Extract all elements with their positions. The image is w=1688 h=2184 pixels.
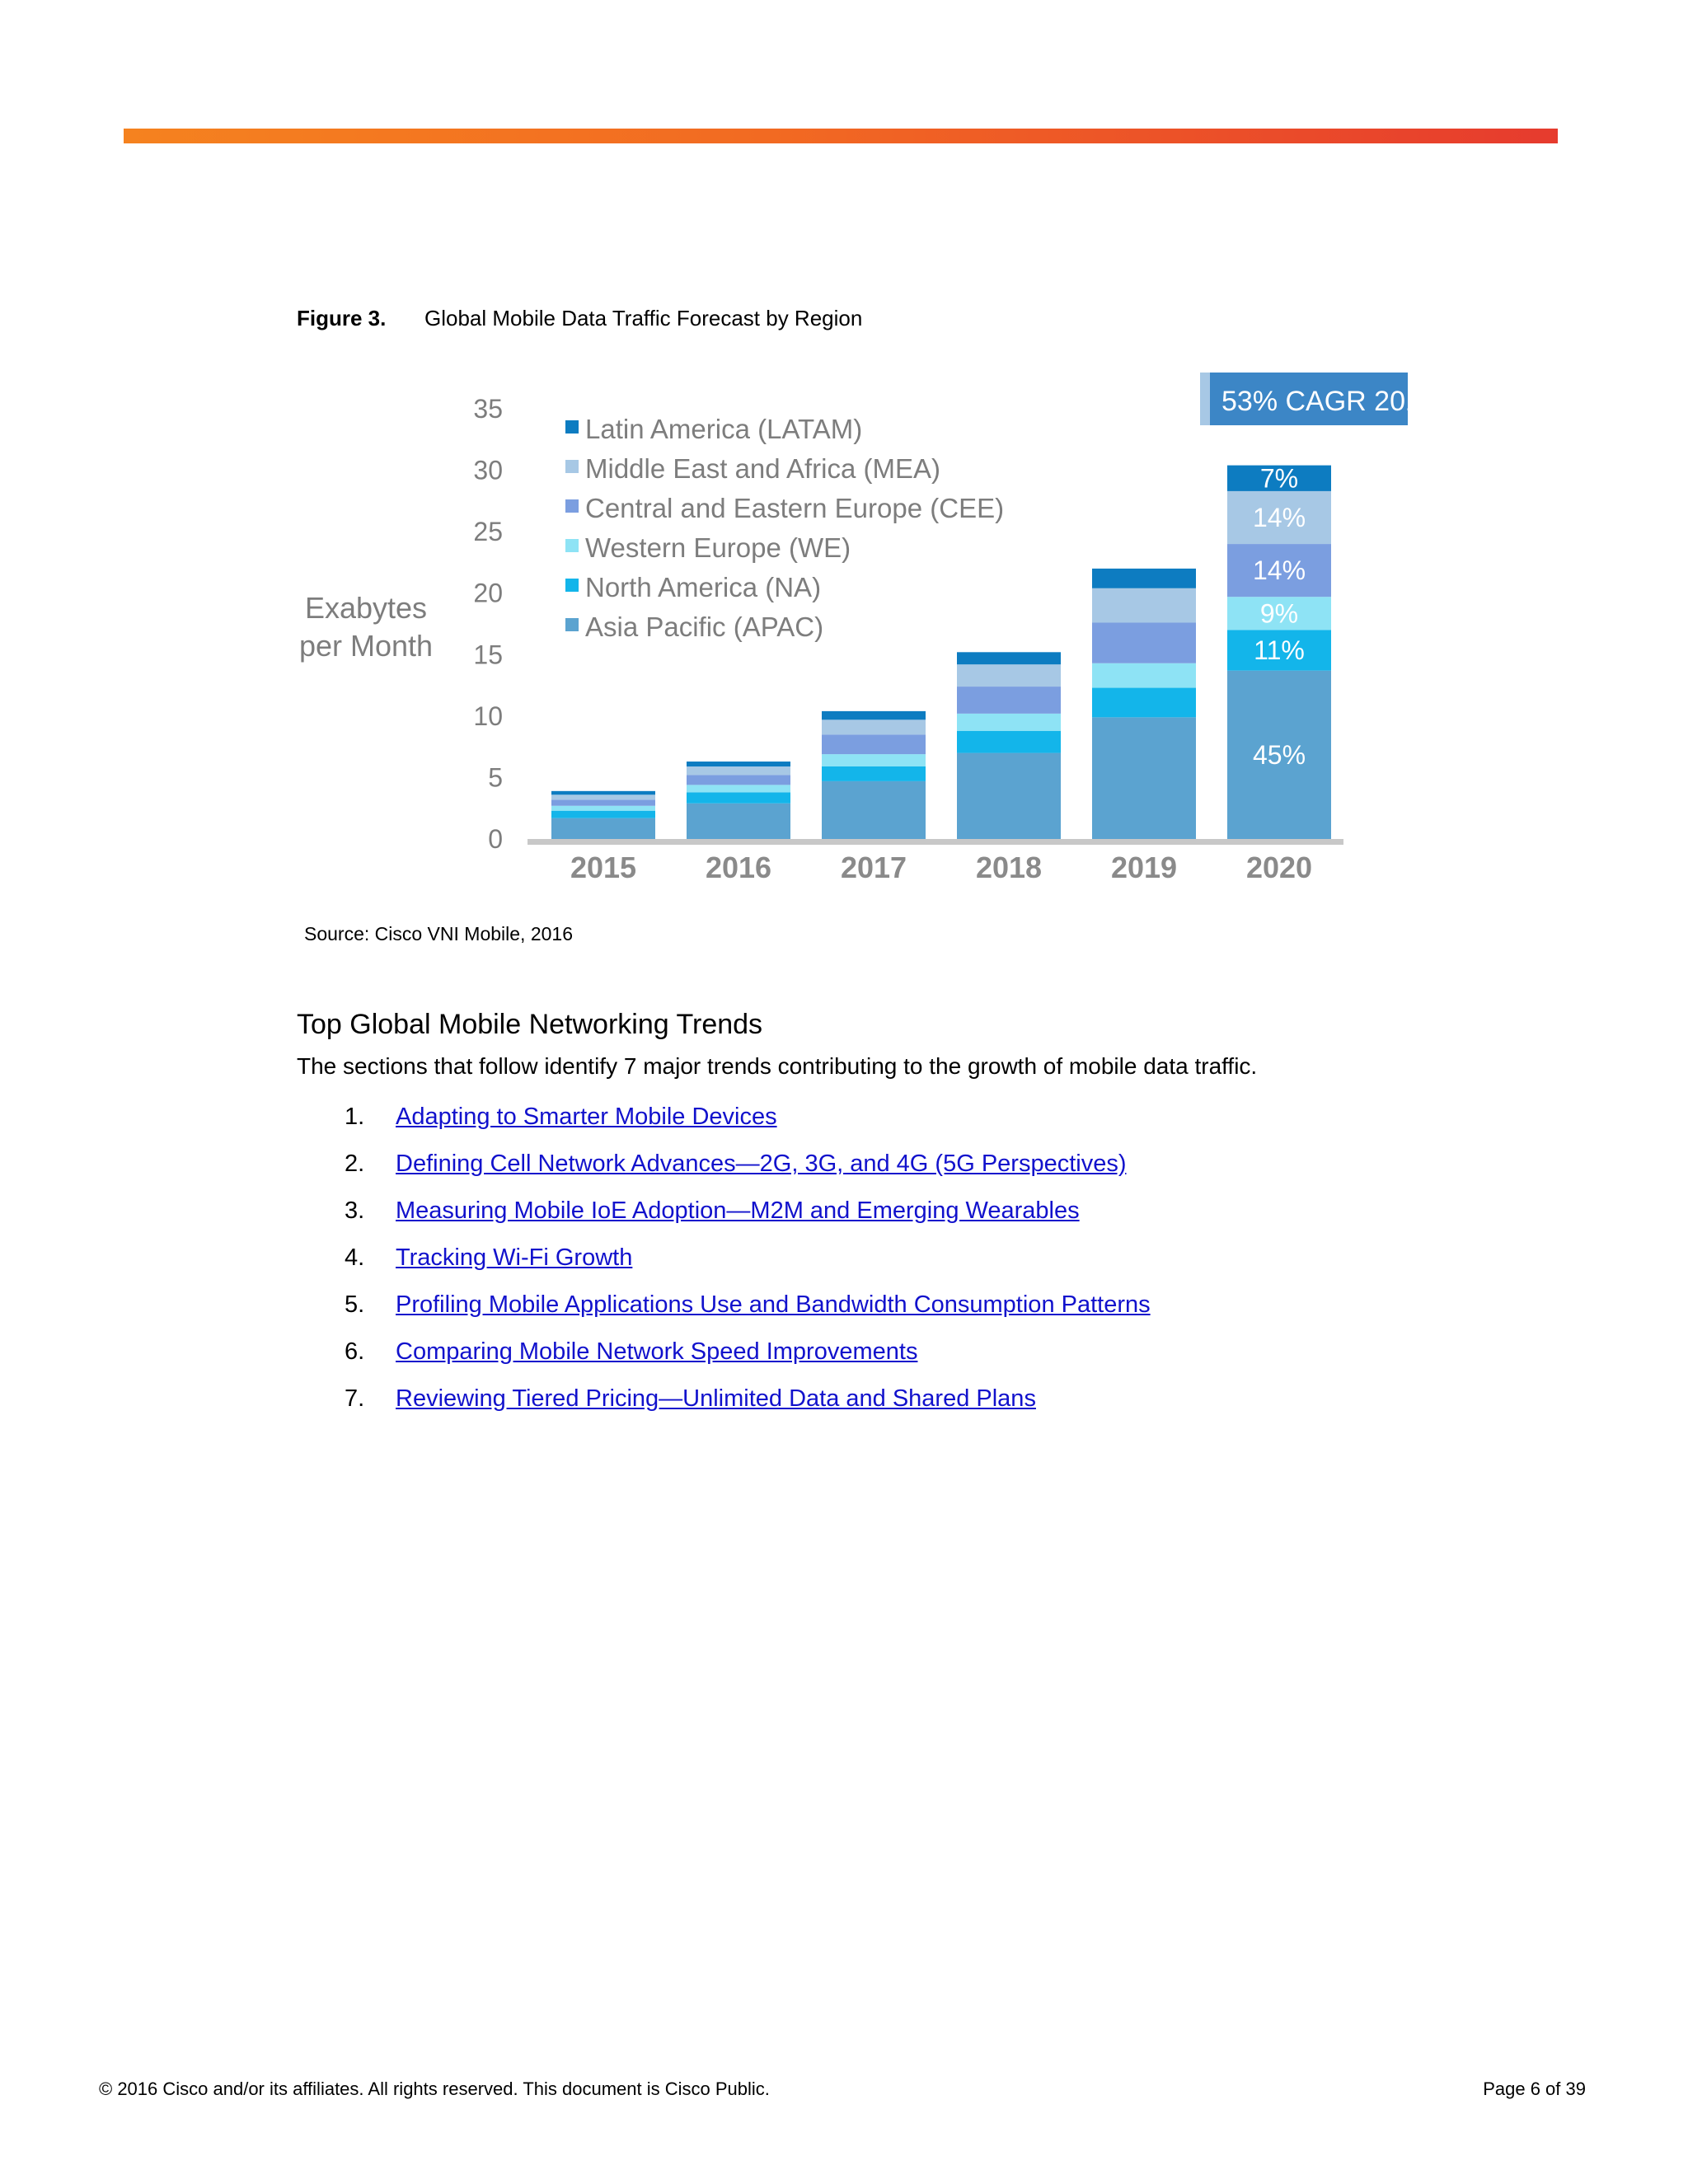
trend-number: 5. [345, 1291, 365, 1318]
legend-swatch [565, 579, 579, 592]
data-label: 7% [1259, 463, 1299, 494]
y-tick-label: 10 [473, 701, 503, 731]
legend-swatch [565, 539, 579, 552]
bar-segment [1092, 663, 1196, 688]
x-tick-label: 2018 [975, 851, 1043, 884]
bar-segment [957, 753, 1061, 839]
trend-link[interactable]: Tracking Wi-Fi Growth [396, 1244, 633, 1271]
bar-segment [957, 714, 1061, 731]
bar-segment [551, 791, 655, 794]
bar-segment [822, 781, 926, 839]
x-tick-label: 2016 [705, 851, 772, 884]
bar-segment [957, 687, 1061, 714]
data-label: 14% [1252, 502, 1306, 532]
bar-segment [687, 762, 790, 766]
legend-swatch [565, 618, 579, 631]
bar-segment [822, 766, 926, 781]
callout-accent [1200, 373, 1210, 425]
bar-segment [687, 804, 790, 839]
data-label: 14% [1252, 555, 1306, 586]
bar-segment [687, 792, 790, 803]
bar-segment [822, 734, 926, 754]
section-intro: The sections that follow identify 7 major trends contributing to the growth of mobile data traffic. [297, 1053, 1258, 1079]
y-tick-label: 15 [473, 640, 503, 670]
y-axis-label: per Month [298, 629, 434, 663]
trend-link[interactable]: Measuring Mobile IoE Adoption—M2M and Emerging Wearables [396, 1197, 1080, 1224]
bar-segment [551, 806, 655, 811]
header-accent-bar [124, 129, 1558, 143]
data-label: 11% [1254, 635, 1305, 666]
y-tick-label: 0 [488, 824, 503, 854]
bar-segment [1092, 588, 1196, 623]
section-title: Top Global Mobile Networking Trends [297, 1009, 763, 1040]
footer-page-number: Page 6 of 39 [1483, 2079, 1586, 2099]
bar-segment [687, 766, 790, 775]
x-tick-label: 2020 [1245, 851, 1313, 884]
y-axis-label: Exabytes [304, 591, 428, 625]
bar-segment [1092, 569, 1196, 588]
cagr-callout-text: 53% CAGR 2015–2020 [1221, 386, 1515, 417]
bar-segment [822, 719, 926, 734]
legend-entry: Asia Pacific (APAC) [585, 612, 824, 642]
y-tick-label: 35 [473, 394, 503, 424]
traffic-forecast-chart [288, 363, 1541, 907]
figure-caption [297, 306, 863, 331]
trend-link[interactable]: Defining Cell Network Advances—2G, 3G, and 4G (5G Perspectives) [396, 1151, 1127, 1177]
trend-link[interactable]: Comparing Mobile Network Speed Improvements [396, 1338, 918, 1365]
bar-segment [551, 799, 655, 805]
data-label: 9% [1259, 598, 1299, 629]
trend-number: 7. [345, 1385, 365, 1412]
legend-swatch [565, 460, 579, 473]
bar-segment [551, 811, 655, 818]
y-tick-label: 30 [473, 455, 503, 485]
bar-segment [822, 711, 926, 719]
bar-segment [687, 785, 790, 792]
bar-segment [822, 754, 926, 766]
y-tick-label: 25 [473, 517, 503, 547]
figure-label: Figure 3. [297, 306, 387, 330]
bar-segment [957, 731, 1061, 753]
bar-segment [957, 664, 1061, 687]
legend-entry: Central and Eastern Europe (CEE) [585, 493, 1005, 523]
legend-entry: North America (NA) [585, 572, 822, 602]
figure-title: Global Mobile Data Traffic Forecast by Region [424, 306, 863, 330]
bar-segment [551, 794, 655, 799]
data-label: 45% [1252, 739, 1306, 770]
legend-entry: Middle East and Africa (MEA) [585, 453, 940, 484]
y-tick-label: 5 [488, 762, 503, 793]
bar-segment [1092, 623, 1196, 663]
x-tick-label: 2015 [570, 851, 637, 884]
trend-link[interactable]: Reviewing Tiered Pricing—Unlimited Data and Shared Plans [396, 1385, 1036, 1412]
trend-number: 4. [345, 1244, 365, 1271]
trend-number: 3. [345, 1197, 365, 1224]
chart-svg [288, 363, 1541, 907]
trend-link[interactable]: Adapting to Smarter Mobile Devices [396, 1104, 777, 1130]
x-tick-label: 2017 [840, 851, 907, 884]
legend-swatch [565, 420, 579, 434]
bar-segment [1092, 688, 1196, 718]
bar-segment [957, 652, 1061, 664]
legend-entry: Western Europe (WE) [585, 532, 851, 563]
bar-segment [1092, 717, 1196, 839]
legend-entry: Latin America (LATAM) [585, 414, 863, 444]
y-tick-label: 20 [473, 578, 503, 608]
trend-number: 2. [345, 1151, 365, 1177]
legend-swatch [565, 499, 579, 513]
trend-number: 1. [345, 1104, 365, 1130]
trend-link[interactable]: Profiling Mobile Applications Use and Bandwidth Consumption Patterns [396, 1291, 1151, 1318]
trend-number: 6. [345, 1338, 365, 1365]
source-note: Source: Cisco VNI Mobile, 2016 [304, 923, 573, 944]
bar-segment [551, 818, 655, 839]
footer-copyright: © 2016 Cisco and/or its affiliates. All rights reserved. This document is Cisco Public. [99, 2079, 770, 2099]
x-axis-baseline [528, 839, 1343, 845]
x-tick-label: 2019 [1110, 851, 1178, 884]
bar-segment [687, 775, 790, 785]
